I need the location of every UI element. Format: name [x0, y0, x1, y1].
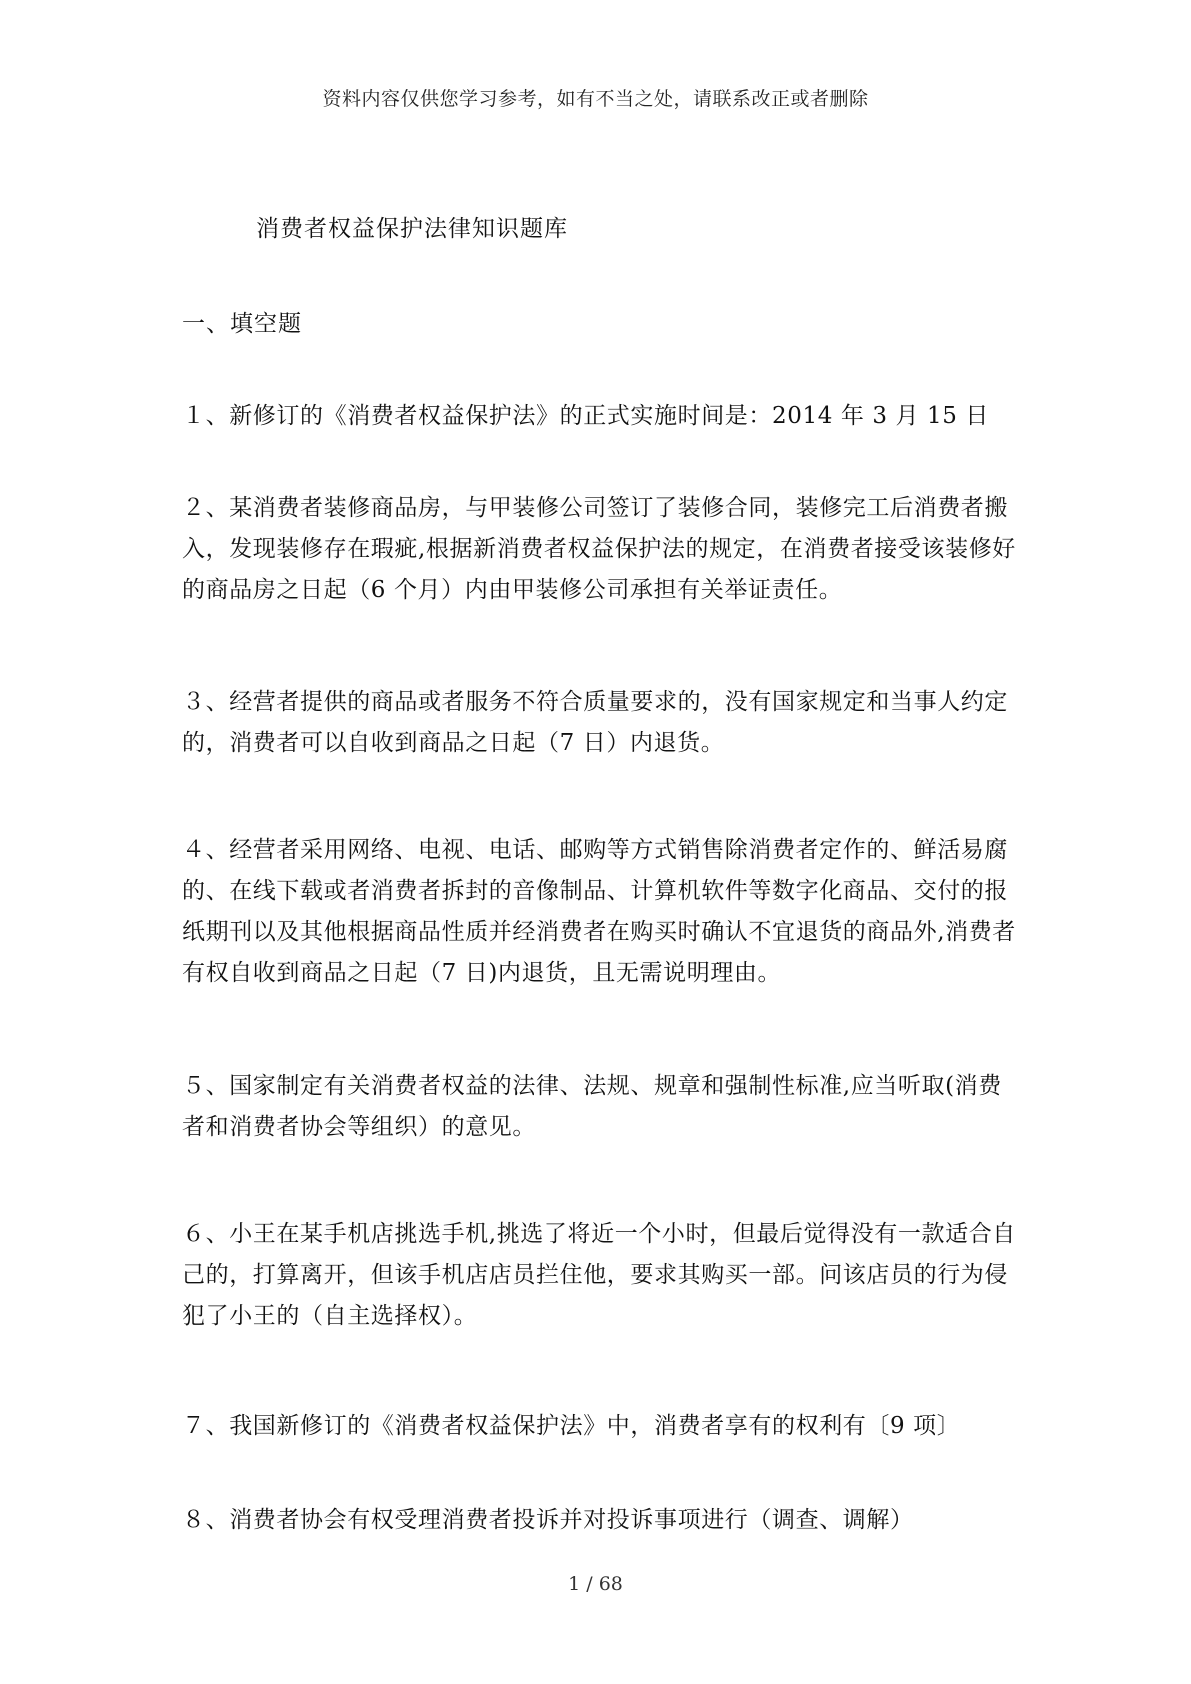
question-5: ５、国家制定有关消费者权益的法律、法规、规章和强制性标准,应当听取(消费者和消费者协会等组织）的意见。 — [182, 1073, 1002, 1140]
page-indicator: 1 / 68 — [568, 1573, 623, 1595]
header-disclaimer: 资料内容仅供您学习参考，如有不当之处，请联系改正或者删除 — [322, 88, 869, 110]
question-1: １、新修订的《消费者权益保护法》的正式实施时间是：2014 年 3 月 15 日 — [182, 403, 989, 429]
question-4: ４、经营者采用网络、电视、电话、邮购等方式销售除消费者定作的、鲜活易腐的、在线下载或者消费者拆封的音像制品、计算机软件等数字化商品、交付的报纸期刊以及其他根据商品性质并经消费者在购买时确认不宜退货的商品外,消费者有权自收到商品之日起（7 日)内退货，且无需说明理由。 — [182, 837, 1016, 986]
question-6: ６、小王在某手机店挑选手机,挑选了将近一个小时，但最后觉得没有一款适合自己的，打算离开，但该手机店店员拦住他，要求其购买一部。问该店员的行为侵犯了小王的（自主选择权）。 — [182, 1221, 1016, 1329]
document-title: 消费者权益保护法律知识题库 — [256, 216, 568, 242]
question-7: ７、我国新修订的《消费者权益保护法》中，消费者享有的权利有〔9 项〕 — [182, 1413, 961, 1439]
question-8: ８、消费者协会有权受理消费者投诉并对投诉事项进行（调查、调解） — [182, 1507, 914, 1533]
question-3: ３、经营者提供的商品或者服务不符合质量要求的，没有国家规定和当事人约定的，消费者可以自收到商品之日起（7 日）内退货。 — [182, 689, 1008, 756]
section-heading: 一、填空题 — [182, 311, 302, 337]
question-2: ２、某消费者装修商品房，与甲装修公司签订了装修合同，装修完工后消费者搬入，发现装修存在瑕疵,根据新消费者权益保护法的规定，在消费者接受该装修好的商品房之日起（6 个月）内由甲装修公司承担有关举证责任。 — [182, 495, 1016, 603]
